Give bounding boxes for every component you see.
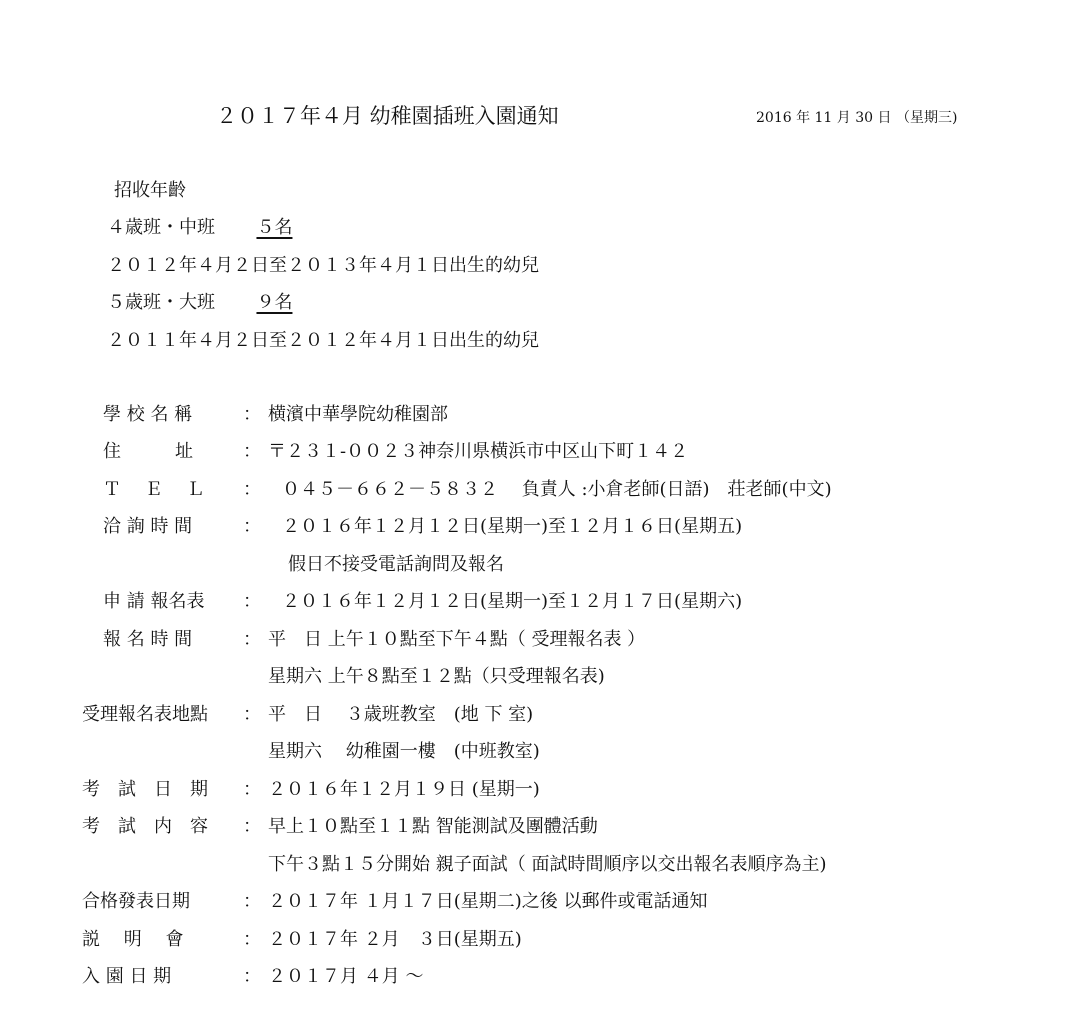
regtime-value-saturday: 星期六 上午８點至１２點（只受理報名表) [268, 666, 605, 687]
place-value-saturday: 星期六 幼稚園一樓 (中班教室) [268, 741, 540, 762]
place-label: 受理報名表地點 [82, 704, 208, 725]
briefing-value: ２０１７年 ２月 ３日(星期五) [268, 929, 522, 950]
regtime-colon: ： [243, 629, 261, 650]
inquiry-note: 假日不接受電話詢問及報名 [288, 554, 504, 575]
exam-content-value-morning: 早上１０點至１１點 智能測試及團體活動 [268, 816, 598, 837]
place-colon: ： [243, 704, 261, 725]
exam-content-colon: ： [243, 816, 261, 837]
exam-date-label: 考 試 日 期 [82, 779, 208, 800]
admission-heading: 招收年齡 [114, 180, 186, 201]
class4-name: ４歳班・中班 [107, 217, 215, 238]
briefing-colon: ： [243, 929, 261, 950]
entry-colon: ： [243, 966, 261, 987]
result-label: 合格發表日期 [82, 891, 190, 912]
page-title: ２０１７年４月 幼稚園插班入園通知 [216, 104, 559, 128]
exam-content-label: 考 試 内 容 [82, 816, 208, 837]
entry-value: ２０１７月 ４月 ～ [268, 966, 424, 987]
school-value: 横濱中華學院幼稚園部 [268, 404, 448, 425]
class5-count: ９名 [256, 292, 293, 313]
inquiry-label: 洽 詢 時 間 [103, 516, 193, 537]
tel-colon: ： [243, 479, 261, 500]
exam-date-value: ２０１６年１２月１９日 (星期一) [268, 779, 540, 800]
notice-date: 2016 年 11 月 30 日 （星期三) [756, 110, 958, 126]
class5-row [107, 291, 292, 315]
class4-range: ２０１２年４月２日至２０１３年４月１日出生的幼兒 [107, 255, 539, 276]
place-value-weekday: 平 日 ３歳班教室 (地 下 室) [268, 704, 534, 725]
result-colon: ： [243, 891, 261, 912]
briefing-label: 説 明 會 [82, 929, 184, 950]
class5-range: ２０１１年４月２日至２０１２年４月１日出生的幼兒 [107, 330, 539, 351]
regtime-value-weekday: 平 日 上午１０點至下午４點（ 受理報名表 ） [268, 629, 646, 650]
tel-label: Ｔ Ｅ Ｌ [103, 479, 205, 500]
address-value: 〒２３１-００２３神奈川県横浜市中区山下町１４２ [268, 441, 689, 462]
inquiry-value: ２０１６年１２月１２日(星期一)至１２月１６日(星期五) [282, 516, 743, 537]
inquiry-colon: ： [243, 516, 261, 537]
address-colon: ： [243, 441, 261, 462]
regtime-label: 報 名 時 間 [103, 629, 193, 650]
school-colon: ： [243, 404, 261, 425]
exam-date-colon: ： [243, 779, 261, 800]
result-value: ２０１７年 １月１７日(星期二)之後 以郵件或電話通知 [268, 891, 708, 912]
tel-value: ０４５－６６２－５８３２ 負責人 :小倉老師(日語) 荘老師(中文) [282, 479, 832, 500]
school-label: 學 校 名 稱 [103, 404, 193, 425]
exam-content-value-afternoon: 下午３點１５分開始 親子面試（ 面試時間順序以交出報名表順序為主) [268, 854, 827, 875]
class4-count: ５名 [256, 217, 293, 238]
class4-row [107, 216, 292, 240]
apply-colon: ： [243, 591, 261, 612]
entry-label: 入 園 日 期 [82, 966, 172, 987]
address-label: 住 址 [103, 441, 193, 462]
class5-name: ５歳班・大班 [107, 292, 215, 313]
apply-value: ２０１６年１２月１２日(星期一)至１２月１７日(星期六) [282, 591, 743, 612]
apply-label: 申 請 報名表 [103, 591, 205, 612]
